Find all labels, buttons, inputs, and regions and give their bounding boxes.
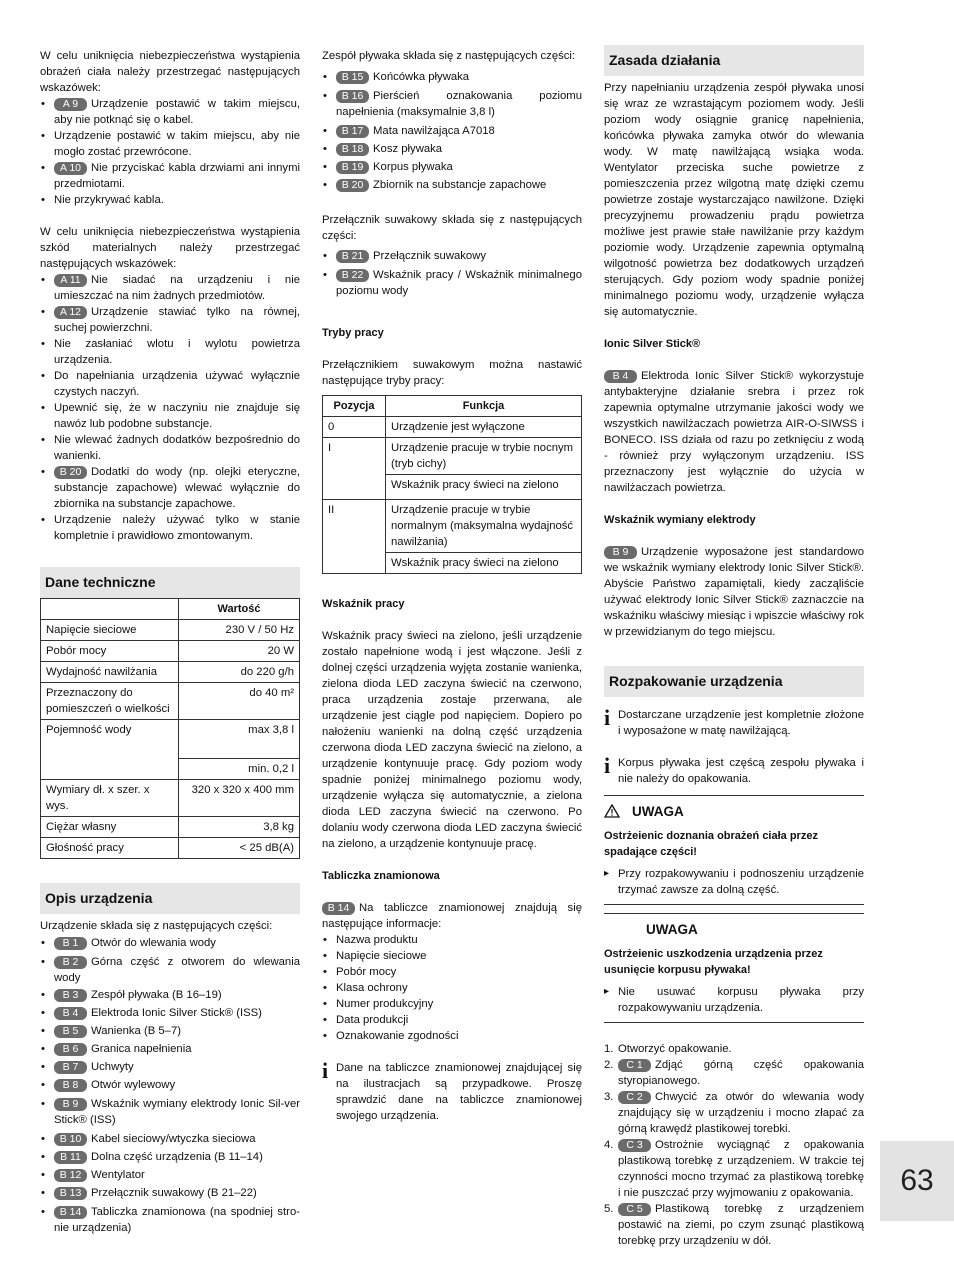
figure-badge: A 12 [54,306,87,319]
step-text: Zdjąć górną część opakowania styropianowego. [618,1059,864,1087]
figure-badge: B 6 [54,1043,87,1056]
table-row [41,599,300,620]
switch-parts-list [322,248,582,299]
list-item [40,986,300,1004]
page-number: 63 [880,1141,954,1221]
figure-badge: B 15 [336,71,369,84]
list-item-text: Otwór do wlewania wody [91,937,216,949]
figure-badge: B 21 [336,250,369,263]
list-item-text: Mata nawilżająca A7018 [373,125,495,137]
list-item [40,1130,300,1148]
list-item [40,1022,300,1040]
figure-badge: B 1 [54,937,87,950]
warning-title: UWAGA [646,922,698,937]
list-item: • Pobór mocy [322,964,582,980]
figure-badge: B 10 [54,1133,87,1146]
figure-badge: B 9 [604,546,637,559]
unpack-info-1 [604,707,864,739]
list-item [322,158,582,176]
list-item-text: Urządzenie stawiać tylko na równej, suchej powierzchni. [54,306,300,334]
list-item: ▸ Nie usuwać korpusu pływaka przy rozpakowywaniu urządzenia. [604,984,864,1016]
plate-intro [322,900,582,932]
step-text: Otworzyć opakowanie. [618,1043,732,1055]
list-item-text: Górna część z otworem do wlewania wody [54,956,300,984]
table-cell: < 25 dB(A) [179,838,300,859]
unpack-info-2 [604,755,864,787]
step-number: 4. [604,1139,614,1151]
indicator-heading: Wskaźnik pracy [322,598,405,610]
list-item [40,304,300,336]
figure-badge: B 13 [54,1187,87,1200]
list-item [40,400,300,432]
table-row [41,780,300,817]
table-cell: 230 V / 50 Hz [179,620,300,641]
table-row [323,417,582,438]
list-item [40,96,300,128]
column-1 [40,48,300,1236]
list-item [40,464,300,512]
list-item-text: Nie przyciskać kabla drzwiami ani innymi przedmiotami. [54,162,300,190]
parts-list [40,934,300,1236]
table-cell: Przeznaczony do pomieszczeń o wielkości [41,683,179,720]
list-item-text: Nie wlewać żadnych dodatków bezpośrednio do wanienki. [54,434,300,462]
safety-injury-intro: W celu uniknięcia niebezpieczeństwa wystąpienia obrażeń ciała należy przestrzegać następujących wskazówek: [40,50,300,94]
electrode-text-body: Urządzenie wyposażone jest standardowo we wskaźnik wymiany elektrody Ionic Silver Stick®. Abyście Państwo zapamiętali, kiedy zacząliście używać elektrody Ionic Silver Stick® zaznaczcie na wskaźniku właściwy miesiąc i wpiszcie właściwy rok w przewidzianym do tego miejscu. [604,546,864,638]
electrode-heading: Wskaźnik wymiany elektrody [604,514,756,526]
list-item-text: Zbiornik na substancje zapachowe [373,179,547,191]
list-item [40,1184,300,1202]
list-item-text: Urządzenie postawić w takim miejscu, aby nie mogło zostać przewrócone. [54,130,300,158]
table-row [41,641,300,662]
table-header: Wartość [179,599,300,620]
list-item [40,1058,300,1076]
electrode-text [604,544,864,640]
figure-badge: B 22 [336,269,369,282]
list-item [40,432,300,464]
figure-badge: B 20 [54,466,87,479]
list-item [40,1076,300,1094]
warning-list [604,866,864,898]
figure-badge: B 4 [54,1007,87,1020]
list-item-text: Kosz pływaka [373,143,443,155]
list-item-text: Granica napełnienia [91,1043,192,1055]
table-row [41,620,300,641]
list-item-text: Zespół pływaka (B 16–19) [91,989,222,1001]
table-row [41,683,300,720]
table-cell: 3,8 kg [179,817,300,838]
list-item [40,1166,300,1184]
list-item-text: Wentylator [91,1169,145,1181]
table-row [323,500,582,553]
list-item: • Oznakowanie zgodności [322,1028,582,1044]
unpack-steps [604,1041,864,1249]
table-cell: Wskaźnik pracy świeci na zielono [386,475,582,500]
table-cell: Urządzenie jest wyłączone [386,417,582,438]
figure-badge: B 8 [54,1079,87,1092]
table-cell: Urządzenie pracuje w trybie normalnym (maksymalna wydajność nawilżania) [386,500,582,553]
table-cell: do 40 m² [179,683,300,720]
list-item [40,1004,300,1022]
iss-text [604,368,864,496]
figure-badge: B 19 [336,161,369,174]
list-item [40,368,300,400]
safety-damage-intro: W celu uniknięcia niebezpieczeństwa wystąpienia szkód materialnych należy przestrzegać następujących wskazówek: [40,226,300,270]
table-header: Pozycja [323,396,386,417]
list-item [40,934,300,952]
indicator-text: Wskaźnik pracy świeci na zielono, jeśli urządzenie zostało napełnione wodą i jest włączone. Jeśli z dolnej części urządzenia wyjęta zostanie wanienka, zielona dioda LED zaczyna świecić na czerwono, praca urządzenia zostaje przerwana, ale urządzenie jest ciągle pod napięciem. Dopiero po nałożeniu wanienki na dolną część urządzenia czerwona dioda LED zaczyna świecić na zielono, a urządzenie kontynuuje pracę. Gdy poziom wody spadnie poniżej minimalnego poziomu wody, urządzenie wyłącza się automatycznie, a zielona dioda LED zaczyna świecić na czerwono. Po dolaniu wody czerwona dioda LED zaczyna świecić na zielono, a urządzenie kontynuuje pracę. [322,630,582,850]
info-icon: i [322,1058,329,1083]
table-cell: Urządzenie pracuje w trybie nocnym (tryb cichy) [386,438,582,475]
table-cell: 320 x 320 x 400 mm [179,780,300,817]
warning-box-1 [604,795,864,905]
list-item [604,1041,864,1057]
list-item [322,176,582,194]
figure-badge: C 5 [618,1203,651,1216]
warning-list [604,984,864,1016]
list-item-text: Dolna część urządzenia (B 11–14) [91,1151,263,1163]
table-row [41,838,300,859]
table-cell [41,599,179,620]
step-text: Ostrożnie wyciągnąć z opakowania plastikową torebkę z urządzeniem. W trakcie tej czynności mocno trzymać za plastikową torebkę i nie puszczać przy wyjmowaniu z opakowania. [618,1139,864,1199]
list-item-text: Końcówka pływaka [373,71,470,83]
list-item [604,1137,864,1201]
list-item-text: Uchwyty [91,1061,134,1073]
plate-items-list [322,932,582,1044]
step-text: Chwycić za otwór do wlewania wody znajdujący się w urządzeniu i mocno złapać za górną krawędź plastikowej torebki. [618,1091,864,1135]
figure-badge: B 11 [54,1151,87,1164]
list-item-text: Dodatki do wody (np. olejki eteryczne, substancje zapachowe) wlewać wyłącznie do zbiornika na substancje zapachowe. [54,466,300,510]
description-intro: Urządzenie składa się z następujących części: [40,920,273,932]
modes-heading: Tryby pracy [322,327,384,339]
figure-badge: C 3 [618,1139,651,1152]
list-item [322,68,582,86]
plate-intro-text: Na tabliczce znamionowej znajdują się następujące informacje: [322,902,582,930]
list-item-text: Pierścień oznakowania poziomu napełnienia (maksymalnie 3,8 l) [336,90,582,118]
list-item-text: Przełącznik suwakowy (B 21–22) [91,1187,257,1199]
list-item [604,1057,864,1089]
figure-badge: C 2 [618,1091,651,1104]
table-cell: 0 [323,417,386,438]
warning-subtitle: Ostrżeienic uszkodzenia urządzenia przez usunięcie korpusu pływaka! [604,948,823,976]
list-item-text: Nie siadać na urządzeniu i nie umieszczać na nim żadnych przedmiotów. [54,274,300,302]
figure-badge: B 16 [336,90,369,103]
table-cell: 20 W [179,641,300,662]
table-row [323,438,582,475]
figure-badge: B 20 [336,179,369,192]
list-item-text: Korpus pływaka [373,161,453,173]
warning-triangle-icon [604,804,620,818]
list-item-text: Kabel sieciowy/wtyczka sieciowa [91,1133,256,1145]
info-text: Korpus pływaka jest częścą zespołu pływaka i nie należy do opakowania. [618,757,864,785]
list-item-text: Wskaźnik wymiany elektrody Ionic Sil-ver Stick® (ISS) [54,1098,300,1126]
table-cell: do 220 g/h [179,662,300,683]
switch-intro: Przełącznik suwakowy składa się z następujących części: [322,214,582,242]
warning-title-text: UWAGA [632,804,684,819]
step-number: 5. [604,1203,614,1215]
list-item-text: Tabliczka znamionowa (na spodniej stro-nie urządzenia) [54,1206,300,1234]
warning-box-2 [604,913,864,1023]
table-cell: min. 0,2 l [179,759,300,780]
list-item-text: Upewnić się, że w naczyniu nie znajduje się nawóz lub podobne substancje. [54,402,300,430]
table-row [41,817,300,838]
step-number: 1. [604,1043,614,1055]
tech-data-table [40,598,300,859]
figure-badge: B 5 [54,1025,87,1038]
table-row [41,720,300,759]
list-item [40,272,300,304]
list-item [40,336,300,368]
figure-badge: A 10 [54,162,87,175]
table-row [41,662,300,683]
column-3 [604,45,864,1249]
list-item-text: Nie przykrywać kabla. [54,194,164,206]
step-number: 2. [604,1059,614,1071]
figure-badge: B 14 [322,902,355,915]
safety-damage-list [40,272,300,544]
info-icon: i [604,753,611,778]
figure-badge: A 11 [54,274,87,287]
figure-badge: B 14 [54,1206,87,1219]
list-item [322,248,582,264]
figure-badge: B 2 [54,956,87,969]
principle-heading: Zasada działania [604,45,864,76]
list-item [40,1148,300,1166]
figure-badge: C 1 [618,1059,651,1072]
table-cell: Pojemność wody [41,720,179,780]
table-cell: I [323,438,386,500]
list-item: • Data produkcji [322,1012,582,1028]
list-item-text: Urządzenie należy używać tylko w stanie kompletnie i prawidłowo zmontowanym. [54,514,300,542]
list-item [322,122,582,140]
figure-badge: A 9 [54,98,87,111]
list-item [322,88,582,120]
info-text: Dane na tabliczce znamionowej znajdującej się na ilustracjach są przypadkowe. Proszę sprawdzić dane na tabliczce znamionowej swojego urządzenia. [336,1062,582,1122]
modes-table [322,395,582,574]
table-cell: Wymiary dł. x szer. x wys. [41,780,179,817]
figure-badge: B 12 [54,1169,87,1182]
table-cell: Ciężar własny [41,817,179,838]
list-item: ▸ Przy rozpakowywaniu i podnoszeniu urządzenie trzymać zawsze za dolną część. [604,866,864,898]
unpack-heading: Rozpakowanie urządzenia [604,666,864,697]
list-item [604,1089,864,1137]
list-item [322,267,582,299]
list-item [40,192,300,208]
figure-badge: B 7 [54,1061,87,1074]
list-item: • Klasa ochrony [322,980,582,996]
safety-injury-list [40,96,300,208]
list-item [40,160,300,192]
description-heading: Opis urządzenia [40,883,300,914]
float-parts-list [322,68,582,194]
list-item [604,1201,864,1249]
table-cell: II [323,500,386,574]
list-item: • Nazwa produktu [322,932,582,948]
list-item-text: Elektroda Ionic Silver Stick® (ISS) [91,1007,262,1019]
table-header: Funkcja [386,396,582,417]
step-text: Plastikową torebkę z urządzeniem postawić na ziemi, po czym zsunąć plastikową torebkę przy urządzeniu w dół. [618,1203,864,1247]
table-cell: Wydajność nawilżania [41,662,179,683]
table-cell: max 3,8 l [179,720,300,759]
info-icon: i [604,705,611,730]
modes-intro: Przełącznikiem suwakowym można nastawić następujące tryby pracy: [322,359,582,387]
list-item-text: Do napełniania urządzenia używać wyłącznie czystych naczyń. [54,370,300,398]
table-cell: Pobór mocy [41,641,179,662]
list-item [40,1204,300,1236]
figure-badge: B 17 [336,125,369,138]
figure-badge: B 18 [336,143,369,156]
list-item-text: Nie zasłaniać wlotu i wylotu powietrza urządzenia. [54,338,300,366]
iss-text-body: Elektroda Ionic Silver Stick® wykorzystuje antybakteryjne działanie srebra i przez rok zapewnia optymalne utrzymanie jakości wody we wszystkich nawilżaczach powietrza AIR-O-SIWSS i BONECO. ISS działa od razu po zetknięciu z wodą - również przy wyłączonym urządzeniu. ISS przeznaczony jest wyłącznie do użycia w nawilżaczach powietrza. [604,370,864,494]
principle-text: Przy napełnianiu urządzenia zespół pływaka unosi się wraz ze wzrastającym poziomem wody. Jeśli poziom wody osiągnie granicę napełnienia, końcówka pływaka zamyka otwór do wlewania wody. W matę nawilżającą wsiąka woda. Wentylator przeciska suche powietrze z pomieszczenia przez wilgotną matę dzięki czemu powietrze zostaje wystarczająco nawilżone. Dzięki precyzyjnemu prowadzeniu prądu powietrza możliwe jest prawie stałe nawilżanie przy każdym poziomie wody. Urządzenie zapewnia optymalną wilgotność powietrza bez dodatkowych urządzeń sterujących. Gdy poziom wody spadnie poniżej minimalnego poziomu wody, urządzenie wyłącza się automatycznie. [604,82,864,318]
list-item-text: Przełącznik suwakowy [373,250,487,262]
list-item [40,512,300,544]
list-item-text: Wanienka (B 5–7) [91,1025,181,1037]
warning-title [604,796,864,828]
list-item [40,954,300,986]
list-item-text: Wskaźnik pracy / Wskaźnik minimalnego poziomu wody [336,269,582,297]
list-item [40,1040,300,1058]
float-intro: Zespół pływaka składa się z następujących części: [322,50,576,62]
list-item: • Numer produkcyjny [322,996,582,1012]
step-number: 3. [604,1091,614,1103]
figure-badge: B 3 [54,989,87,1002]
list-item: • Napięcie sieciowe [322,948,582,964]
tech-data-heading: Dane techniczne [40,567,300,598]
figure-badge: B 9 [54,1098,87,1111]
table-cell: Wskaźnik pracy świeci na zielono [386,553,582,574]
warning-subtitle: Ostrżeienic doznania obrażeń ciała przez spadające części! [604,830,818,858]
iss-heading: Ionic Silver Stick® [604,338,701,350]
list-item [40,1096,300,1128]
list-item-text: Otwór wylewowy [91,1079,176,1091]
plate-info-note [322,1060,582,1124]
table-cell: Głośność pracy [41,838,179,859]
table-row [323,396,582,417]
plate-heading: Tabliczka znamionowa [322,870,440,882]
list-item [40,128,300,160]
figure-badge: B 4 [604,370,637,383]
list-item-text: Urządzenie postawić w takim miejscu, aby nie potknąć się o kabel. [54,98,300,126]
table-cell: Napięcie sieciowe [41,620,179,641]
info-text: Dostarczane urządzenie jest kompletnie złożone i wyposażone w matę nawilżającą. [618,709,864,737]
list-item [322,140,582,158]
column-2 [322,48,582,1124]
